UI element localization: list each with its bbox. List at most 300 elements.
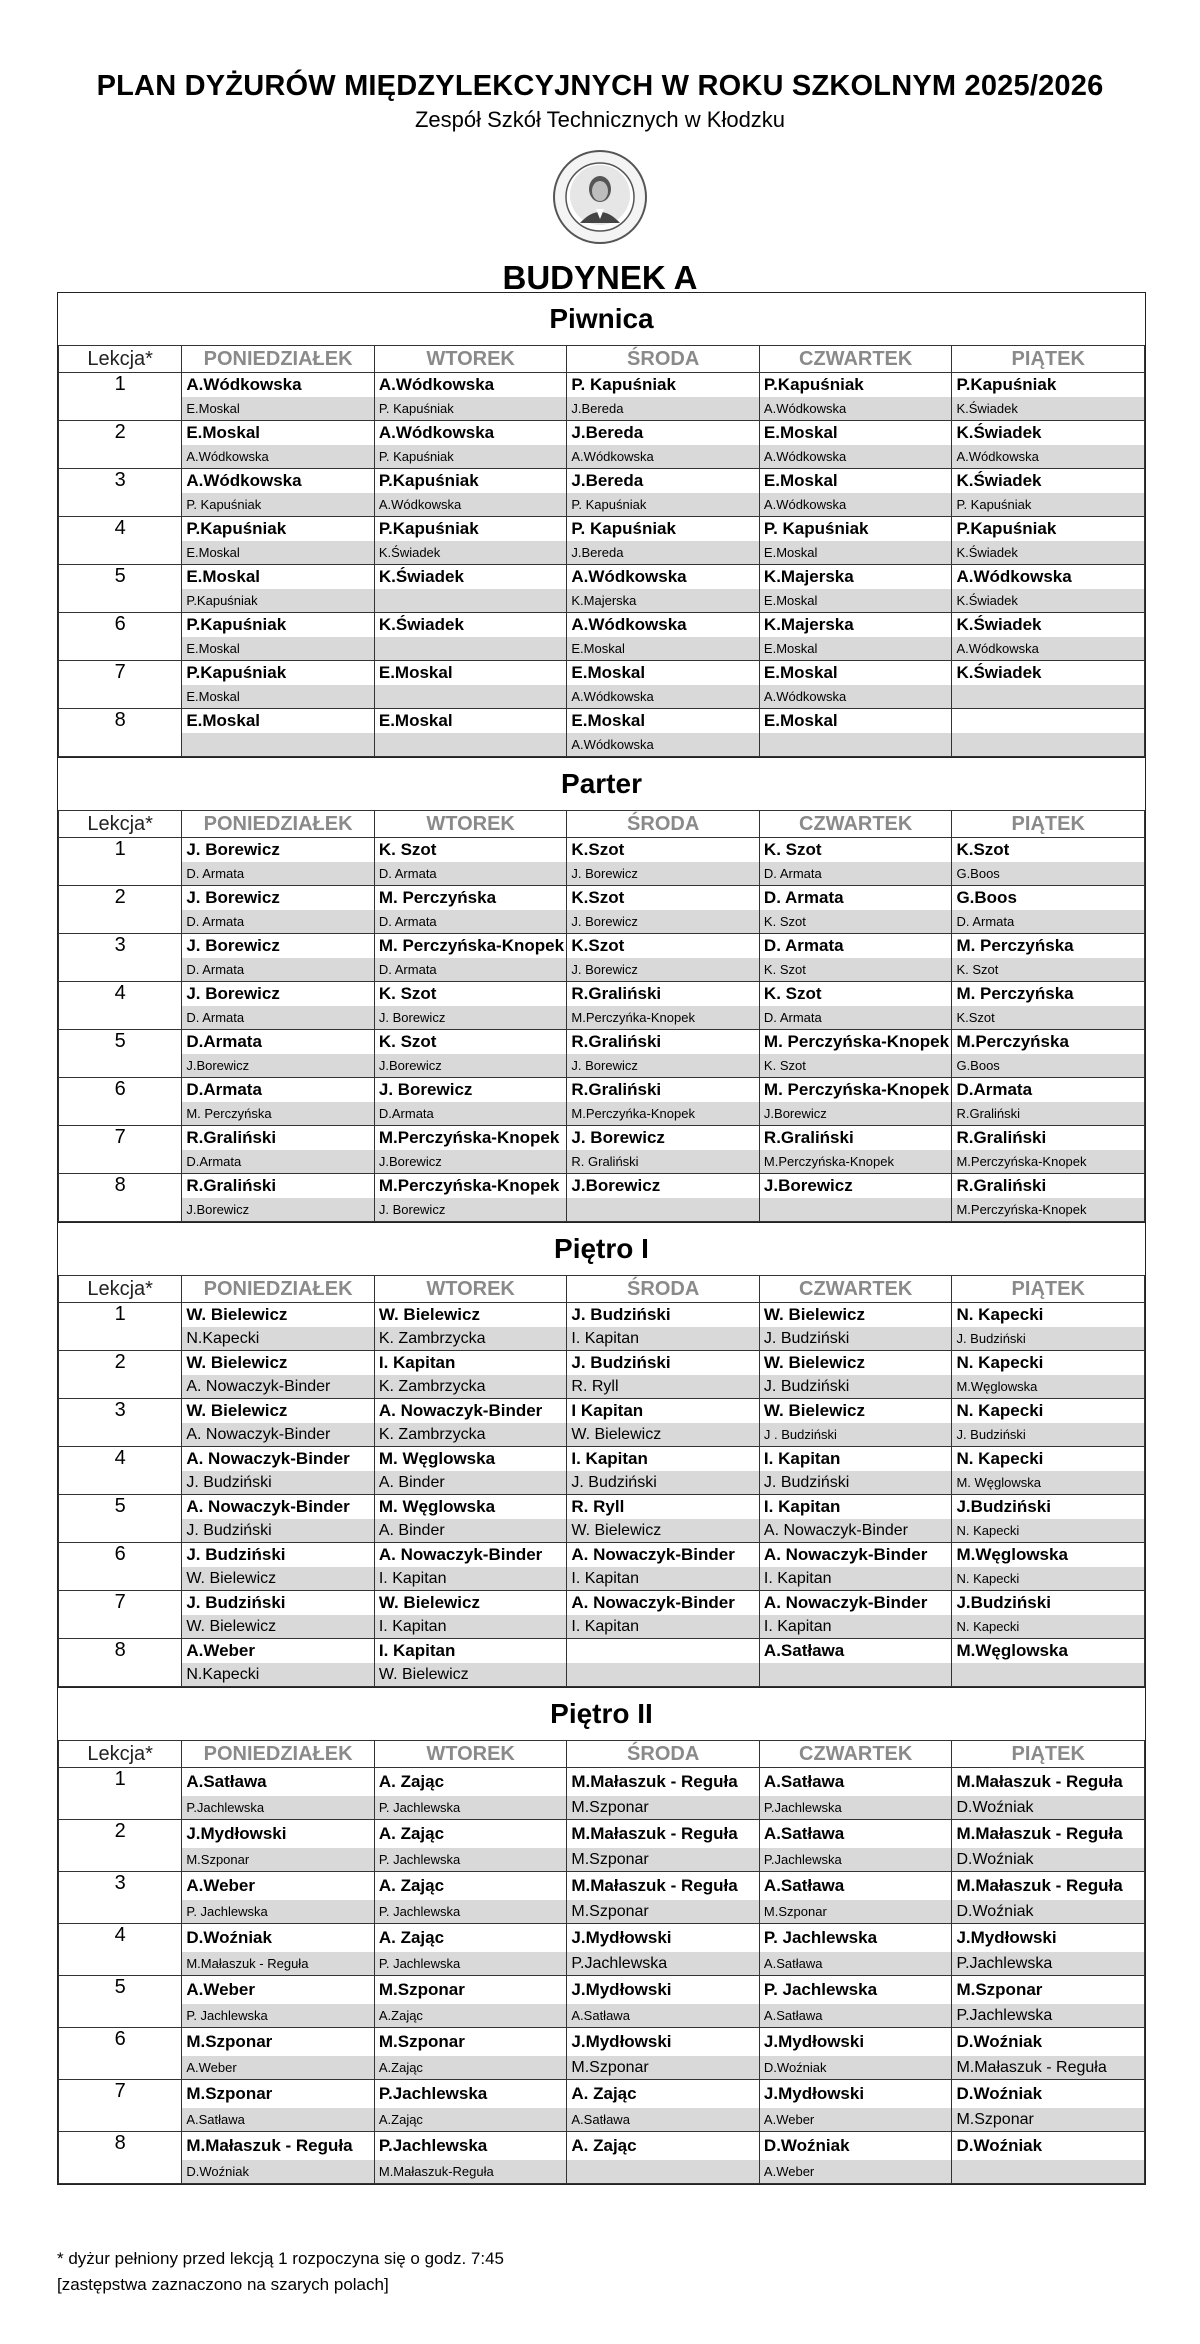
duty-teacher: A. Nowaczyk-Binder bbox=[567, 1591, 760, 1616]
substitute-teacher: P. Kapuśniak bbox=[182, 493, 375, 517]
substitute-teacher: J. Borewicz bbox=[567, 910, 760, 934]
substitute-teacher: J. Borewicz bbox=[567, 1054, 760, 1078]
duty-teacher: J. Borewicz bbox=[182, 838, 375, 863]
duty-teacher: J.Mydłowski bbox=[567, 1924, 760, 1953]
duty-teacher: K.Szot bbox=[567, 886, 760, 911]
lesson-number: 1 bbox=[59, 838, 182, 886]
duty-teacher: P. Kapuśniak bbox=[567, 373, 760, 398]
substitute-row bbox=[59, 685, 1145, 709]
substitute-row bbox=[59, 1375, 1145, 1399]
substitute-teacher: J . Budziński bbox=[759, 1423, 952, 1447]
lesson-row bbox=[59, 709, 1145, 734]
duty-teacher: A.Wódkowska bbox=[182, 469, 375, 494]
column-header-lekcja: Lekcja* bbox=[59, 811, 182, 838]
substitute-teacher: A. Nowaczyk-Binder bbox=[182, 1423, 375, 1447]
duty-teacher: J.Mydłowski bbox=[182, 1820, 375, 1849]
duty-teacher: N. Kapecki bbox=[952, 1399, 1145, 1424]
substitute-teacher: P.Jachlewska bbox=[182, 1796, 375, 1820]
substitute-teacher: D. Armata bbox=[952, 910, 1145, 934]
duty-teacher: K.Świadek bbox=[952, 661, 1145, 686]
duty-teacher: A. Nowaczyk-Binder bbox=[759, 1591, 952, 1616]
lesson-number: 8 bbox=[59, 1639, 182, 1687]
column-header-day: PONIEDZIAŁEK bbox=[182, 346, 375, 373]
duty-teacher: A.Wódkowska bbox=[952, 565, 1145, 590]
lesson-number: 6 bbox=[59, 613, 182, 661]
substitute-teacher: E.Moskal bbox=[182, 397, 375, 421]
substitute-teacher: M.Szponar bbox=[952, 2108, 1145, 2132]
substitute-row bbox=[59, 1848, 1145, 1872]
duty-teacher: J.Mydłowski bbox=[759, 2028, 952, 2057]
duty-teacher: E.Moskal bbox=[182, 709, 375, 734]
substitute-teacher bbox=[567, 1663, 760, 1687]
duty-teacher: A.Satława bbox=[759, 1639, 952, 1664]
substitute-teacher: J. Budziński bbox=[182, 1471, 375, 1495]
lesson-number: 4 bbox=[59, 1447, 182, 1495]
substitute-teacher: K. Zambrzycka bbox=[374, 1375, 567, 1399]
substitute-teacher: J. Budziński bbox=[182, 1519, 375, 1543]
footer-note-legend: [zastępstwa zaznaczono na szarych polach] bbox=[57, 2275, 389, 2294]
substitute-teacher: M. Węglowska bbox=[952, 1471, 1145, 1495]
column-header-day: ŚRODA bbox=[567, 811, 760, 838]
duty-teacher: M.Małaszuk - Reguła bbox=[952, 1872, 1145, 1901]
substitute-teacher: D. Armata bbox=[374, 910, 567, 934]
substitute-teacher: P. Jachlewska bbox=[374, 1952, 567, 1976]
duty-teacher: E.Moskal bbox=[182, 421, 375, 446]
lesson-number: 4 bbox=[59, 1924, 182, 1976]
duty-teacher: J.Budziński bbox=[952, 1495, 1145, 1520]
header-row bbox=[59, 346, 1145, 373]
duty-teacher: D.Woźniak bbox=[759, 2132, 952, 2161]
lesson-row bbox=[59, 1768, 1145, 1797]
column-header-day: PIĄTEK bbox=[952, 1741, 1145, 1768]
page-title: PLAN DYŻURÓW MIĘDZYLEKCYJNYCH W ROKU SZKOLNYM 2025/2026 bbox=[96, 70, 1104, 102]
duty-teacher: K.Majerska bbox=[759, 565, 952, 590]
column-header-lekcja: Lekcja* bbox=[59, 346, 182, 373]
lesson-row bbox=[59, 982, 1145, 1007]
substitute-teacher: J. Borewicz bbox=[374, 1198, 567, 1222]
duty-teacher: P.Kapuśniak bbox=[374, 517, 567, 542]
substitute-teacher: K.Świadek bbox=[952, 397, 1145, 421]
substitute-teacher: J. Budziński bbox=[952, 1423, 1145, 1447]
substitute-teacher: D.Woźniak bbox=[952, 1900, 1145, 1924]
duty-teacher: D.Armata bbox=[952, 1078, 1145, 1103]
substitute-teacher: E.Moskal bbox=[182, 685, 375, 709]
lesson-number: 1 bbox=[59, 1768, 182, 1820]
substitute-teacher bbox=[952, 1663, 1145, 1687]
substitute-teacher: W. Bielewicz bbox=[182, 1567, 375, 1591]
duty-teacher: A.Satława bbox=[759, 1820, 952, 1849]
substitute-teacher: M.Perczyńka-Knopek bbox=[567, 1006, 760, 1030]
substitute-teacher: D. Armata bbox=[374, 862, 567, 886]
substitute-teacher: M.Perczyńska-Knopek bbox=[952, 1150, 1145, 1174]
header-row bbox=[59, 1276, 1145, 1303]
lesson-number: 1 bbox=[59, 373, 182, 421]
substitute-teacher: E.Moskal bbox=[567, 637, 760, 661]
substitute-teacher: J.Borewicz bbox=[182, 1198, 375, 1222]
substitute-teacher: J. Budziński bbox=[759, 1327, 952, 1351]
substitute-teacher: M.Perczyńka-Knopek bbox=[567, 1102, 760, 1126]
lesson-number: 2 bbox=[59, 1351, 182, 1399]
substitute-teacher: D.Armata bbox=[182, 1150, 375, 1174]
duty-teacher: M.Perczyńska bbox=[952, 1030, 1145, 1055]
duty-teacher: M.Szponar bbox=[374, 2028, 567, 2057]
substitute-teacher: K. Szot bbox=[952, 958, 1145, 982]
substitute-teacher: M.Szponar bbox=[182, 1848, 375, 1872]
substitute-teacher: M.Węglowska bbox=[952, 1375, 1145, 1399]
duty-teacher: P.Kapuśniak bbox=[952, 517, 1145, 542]
substitute-row bbox=[59, 1102, 1145, 1126]
substitute-teacher: D. Armata bbox=[182, 958, 375, 982]
lesson-row bbox=[59, 1924, 1145, 1953]
column-header-day: PIĄTEK bbox=[952, 346, 1145, 373]
substitute-teacher: N.Kapecki bbox=[182, 1663, 375, 1687]
substitute-row bbox=[59, 733, 1145, 757]
substitute-teacher: P. Jachlewska bbox=[374, 1900, 567, 1924]
substitute-teacher: P. Jachlewska bbox=[374, 1796, 567, 1820]
lesson-number: 5 bbox=[59, 1976, 182, 2028]
duty-teacher: M. Węglowska bbox=[374, 1447, 567, 1472]
substitute-row bbox=[59, 2160, 1145, 2184]
duty-teacher: K. Szot bbox=[759, 838, 952, 863]
duty-teacher: R. Ryll bbox=[567, 1495, 760, 1520]
substitute-row bbox=[59, 541, 1145, 565]
substitute-teacher: P. Jachlewska bbox=[182, 1900, 375, 1924]
lesson-row bbox=[59, 1078, 1145, 1103]
lesson-row bbox=[59, 1639, 1145, 1664]
lesson-row bbox=[59, 661, 1145, 686]
substitute-teacher: R.Graliński bbox=[952, 1102, 1145, 1126]
duty-teacher: W. Bielewicz bbox=[182, 1351, 375, 1376]
substitute-teacher: J.Borewicz bbox=[759, 1102, 952, 1126]
substitute-teacher: P. Kapuśniak bbox=[567, 493, 760, 517]
duty-teacher: D.Woźniak bbox=[952, 2080, 1145, 2109]
substitute-row bbox=[59, 493, 1145, 517]
duty-teacher: W. Bielewicz bbox=[374, 1303, 567, 1328]
duty-teacher: A.Satława bbox=[759, 1768, 952, 1797]
substitute-teacher bbox=[567, 1198, 760, 1222]
floor-section bbox=[58, 1222, 1145, 1687]
substitute-teacher: M.Szponar bbox=[567, 2056, 760, 2080]
duty-teacher: M. Perczyńska-Knopek bbox=[759, 1030, 952, 1055]
substitute-teacher: I. Kapitan bbox=[567, 1327, 760, 1351]
lesson-row bbox=[59, 1126, 1145, 1151]
column-header-day: CZWARTEK bbox=[759, 1741, 952, 1768]
duty-teacher: N. Kapecki bbox=[952, 1351, 1145, 1376]
school-name: Zespół Szkół Technicznych w Kłodzku bbox=[414, 107, 786, 132]
duty-teacher: P.Kapuśniak bbox=[182, 517, 375, 542]
duty-teacher: D.Woźniak bbox=[952, 2028, 1145, 2057]
duty-teacher: A. Zając bbox=[567, 2132, 760, 2161]
duty-teacher: M. Węglowska bbox=[374, 1495, 567, 1520]
substitute-teacher: D.Woźniak bbox=[952, 1848, 1145, 1872]
duty-teacher: P.Kapuśniak bbox=[952, 373, 1145, 398]
substitute-teacher: A.Weber bbox=[182, 2056, 375, 2080]
header-row bbox=[59, 1741, 1145, 1768]
substitute-teacher: I. Kapitan bbox=[759, 1567, 952, 1591]
duty-teacher: K. Szot bbox=[374, 982, 567, 1007]
duty-teacher: J.Borewicz bbox=[567, 1174, 760, 1199]
lesson-row bbox=[59, 565, 1145, 590]
duty-teacher: R.Graliński bbox=[952, 1126, 1145, 1151]
duty-teacher: R.Graliński bbox=[567, 1078, 760, 1103]
duty-teacher: A.Satława bbox=[759, 1872, 952, 1901]
substitute-teacher bbox=[567, 2160, 760, 2184]
duty-teacher: K.Szot bbox=[567, 838, 760, 863]
duty-teacher: M.Małaszuk - Reguła bbox=[952, 1768, 1145, 1797]
substitute-row bbox=[59, 445, 1145, 469]
duty-teacher: J. Budziński bbox=[182, 1543, 375, 1568]
substitute-teacher: D. Armata bbox=[182, 1006, 375, 1030]
column-header-lekcja: Lekcja* bbox=[59, 1276, 182, 1303]
substitute-teacher: J. Budziński bbox=[952, 1327, 1145, 1351]
substitute-teacher: D.Woźniak bbox=[952, 1796, 1145, 1820]
lesson-row bbox=[59, 613, 1145, 638]
column-header-day: PIĄTEK bbox=[952, 811, 1145, 838]
duty-teacher: D.Woźniak bbox=[952, 2132, 1145, 2161]
substitute-teacher: M.Szponar bbox=[567, 1848, 760, 1872]
substitute-teacher: M.Szponar bbox=[759, 1900, 952, 1924]
lesson-number: 8 bbox=[59, 709, 182, 757]
duty-teacher: E.Moskal bbox=[567, 661, 760, 686]
floor-title: Piętro II bbox=[58, 1687, 1145, 1740]
substitute-teacher: P.Jachlewska bbox=[952, 1952, 1145, 1976]
substitute-teacher: A. Binder bbox=[374, 1471, 567, 1495]
substitute-teacher: W. Bielewicz bbox=[374, 1663, 567, 1687]
duty-teacher: E.Moskal bbox=[567, 709, 760, 734]
substitute-row bbox=[59, 1900, 1145, 1924]
substitute-teacher: E.Moskal bbox=[759, 637, 952, 661]
lesson-row bbox=[59, 934, 1145, 959]
substitute-teacher: P.Kapuśniak bbox=[182, 589, 375, 613]
duty-teacher: K. Szot bbox=[374, 838, 567, 863]
duty-teacher: A.Wódkowska bbox=[567, 613, 760, 638]
lesson-number: 6 bbox=[59, 1543, 182, 1591]
lesson-number: 7 bbox=[59, 1591, 182, 1639]
duty-teacher: E.Moskal bbox=[759, 661, 952, 686]
lesson-number: 4 bbox=[59, 517, 182, 565]
duty-teacher: I. Kapitan bbox=[567, 1447, 760, 1472]
substitute-teacher: P.Jachlewska bbox=[759, 1796, 952, 1820]
substitute-teacher: A.Wódkowska bbox=[182, 445, 375, 469]
lesson-row bbox=[59, 517, 1145, 542]
duty-teacher: K. Szot bbox=[759, 982, 952, 1007]
substitute-teacher: M.Szponar bbox=[567, 1796, 760, 1820]
substitute-teacher: J.Bereda bbox=[567, 397, 760, 421]
substitute-teacher: A. Nowaczyk-Binder bbox=[182, 1375, 375, 1399]
duty-teacher: M.Małaszuk - Reguła bbox=[567, 1872, 760, 1901]
duty-teacher: A. Nowaczyk-Binder bbox=[374, 1543, 567, 1568]
duty-teacher: D. Armata bbox=[759, 934, 952, 959]
substitute-teacher: A.Wódkowska bbox=[759, 493, 952, 517]
substitute-teacher: M.Małaszuk - Reguła bbox=[182, 1952, 375, 1976]
lesson-number: 2 bbox=[59, 1820, 182, 1872]
substitute-teacher: K.Majerska bbox=[567, 589, 760, 613]
duty-teacher: J.Budziński bbox=[952, 1591, 1145, 1616]
lesson-number: 2 bbox=[59, 886, 182, 934]
substitute-teacher: I. Kapitan bbox=[374, 1615, 567, 1639]
duty-teacher: E.Moskal bbox=[374, 661, 567, 686]
substitute-teacher: A.Satława bbox=[759, 1952, 952, 1976]
duty-teacher: M.Małaszuk - Reguła bbox=[567, 1768, 760, 1797]
lesson-number: 3 bbox=[59, 1872, 182, 1924]
duty-teacher: M.Perczyńska-Knopek bbox=[374, 1174, 567, 1199]
lesson-row bbox=[59, 2028, 1145, 2057]
substitute-teacher: J.Bereda bbox=[567, 541, 760, 565]
duty-teacher: A.Weber bbox=[182, 1976, 375, 2005]
substitute-teacher: J. Budziński bbox=[759, 1375, 952, 1399]
substitute-teacher: A. Binder bbox=[374, 1519, 567, 1543]
substitute-teacher bbox=[374, 685, 567, 709]
duty-teacher: A. Zając bbox=[374, 1820, 567, 1849]
duty-teacher: M.Małaszuk - Reguła bbox=[182, 2132, 375, 2161]
substitute-teacher: J. Budziński bbox=[759, 1471, 952, 1495]
substitute-row bbox=[59, 2108, 1145, 2132]
column-header-day: ŚRODA bbox=[567, 1276, 760, 1303]
duty-teacher: A.Weber bbox=[182, 1639, 375, 1664]
duty-teacher: M.Małaszuk - Reguła bbox=[952, 1820, 1145, 1849]
substitute-teacher: A.Wódkowska bbox=[952, 445, 1145, 469]
floor-table bbox=[58, 810, 1145, 1222]
substitute-teacher: W. Bielewicz bbox=[567, 1423, 760, 1447]
duty-teacher: J.Borewicz bbox=[759, 1174, 952, 1199]
duty-teacher: P.Kapuśniak bbox=[182, 661, 375, 686]
header-row bbox=[59, 811, 1145, 838]
floor-section bbox=[58, 757, 1145, 1222]
duty-teacher: E.Moskal bbox=[759, 421, 952, 446]
duty-teacher: R.Graliński bbox=[567, 1030, 760, 1055]
duty-teacher: M. Perczyńska-Knopek bbox=[759, 1078, 952, 1103]
duty-teacher: M.Węglowska bbox=[952, 1639, 1145, 1664]
duty-teacher: K.Świadek bbox=[374, 613, 567, 638]
floor-section bbox=[58, 1687, 1145, 2184]
duty-teacher: W. Bielewicz bbox=[759, 1303, 952, 1328]
lesson-number: 7 bbox=[59, 661, 182, 709]
duty-teacher: A. Zając bbox=[374, 1924, 567, 1953]
substitute-teacher: A.Weber bbox=[759, 2108, 952, 2132]
substitute-teacher: E.Moskal bbox=[759, 589, 952, 613]
substitute-teacher: A.Zając bbox=[374, 2108, 567, 2132]
substitute-teacher: K.Świadek bbox=[952, 541, 1145, 565]
duty-teacher: A.Wódkowska bbox=[374, 373, 567, 398]
duty-teacher: P. Jachlewska bbox=[759, 1924, 952, 1953]
floor-table bbox=[58, 1275, 1145, 1687]
lesson-row bbox=[59, 1543, 1145, 1568]
substitute-teacher: P. Kapuśniak bbox=[952, 493, 1145, 517]
lesson-number: 8 bbox=[59, 2132, 182, 2184]
substitute-teacher: K. Szot bbox=[759, 1054, 952, 1078]
duty-teacher: M.Szponar bbox=[374, 1976, 567, 2005]
lesson-row bbox=[59, 838, 1145, 863]
lesson-number: 7 bbox=[59, 2080, 182, 2132]
substitute-teacher: J.Borewicz bbox=[374, 1150, 567, 1174]
lesson-number: 4 bbox=[59, 982, 182, 1030]
substitute-row bbox=[59, 1663, 1145, 1687]
substitute-teacher: J. Borewicz bbox=[567, 862, 760, 886]
substitute-row bbox=[59, 1615, 1145, 1639]
lesson-row bbox=[59, 2080, 1145, 2109]
duty-teacher: A. Zając bbox=[374, 1768, 567, 1797]
substitute-teacher: A. Nowaczyk-Binder bbox=[759, 1519, 952, 1543]
duty-teacher: I Kapitan bbox=[567, 1399, 760, 1424]
substitute-teacher: J. Budziński bbox=[567, 1471, 760, 1495]
column-header-day: PONIEDZIAŁEK bbox=[182, 1276, 375, 1303]
substitute-teacher: W. Bielewicz bbox=[567, 1519, 760, 1543]
substitute-teacher: M.Małaszuk - Reguła bbox=[952, 2056, 1145, 2080]
substitute-teacher: I. Kapitan bbox=[759, 1615, 952, 1639]
column-header-day: ŚRODA bbox=[567, 1741, 760, 1768]
duty-teacher: E.Moskal bbox=[759, 709, 952, 734]
substitute-teacher: G.Boos bbox=[952, 862, 1145, 886]
duty-teacher: K.Świadek bbox=[374, 565, 567, 590]
duty-teacher: J.Bereda bbox=[567, 421, 760, 446]
substitute-teacher: P. Kapuśniak bbox=[374, 397, 567, 421]
duty-teacher: N. Kapecki bbox=[952, 1447, 1145, 1472]
substitute-teacher: A.Wódkowska bbox=[952, 637, 1145, 661]
substitute-teacher bbox=[374, 733, 567, 757]
substitute-teacher: I. Kapitan bbox=[567, 1615, 760, 1639]
lesson-row bbox=[59, 1495, 1145, 1520]
duty-teacher: A.Wódkowska bbox=[567, 565, 760, 590]
duty-teacher: K.Świadek bbox=[952, 613, 1145, 638]
duty-teacher: J. Borewicz bbox=[182, 934, 375, 959]
duty-teacher: N. Kapecki bbox=[952, 1303, 1145, 1328]
lesson-number: 6 bbox=[59, 1078, 182, 1126]
lesson-number: 7 bbox=[59, 1126, 182, 1174]
duty-teacher: P.Kapuśniak bbox=[374, 469, 567, 494]
lesson-row bbox=[59, 1303, 1145, 1328]
substitute-row bbox=[59, 2056, 1145, 2080]
substitute-teacher: A.Weber bbox=[759, 2160, 952, 2184]
substitute-row bbox=[59, 1519, 1145, 1543]
lesson-row bbox=[59, 1591, 1145, 1616]
duty-teacher: A.Wódkowska bbox=[374, 421, 567, 446]
duty-teacher: M.Szponar bbox=[952, 1976, 1145, 2005]
substitute-row bbox=[59, 1150, 1145, 1174]
substitute-teacher bbox=[374, 637, 567, 661]
duty-teacher: G.Boos bbox=[952, 886, 1145, 911]
substitute-teacher: G.Boos bbox=[952, 1054, 1145, 1078]
lesson-row bbox=[59, 1030, 1145, 1055]
substitute-teacher: N.Kapecki bbox=[182, 1327, 375, 1351]
lesson-row bbox=[59, 373, 1145, 398]
duty-teacher: K.Świadek bbox=[952, 469, 1145, 494]
duty-teacher: I. Kapitan bbox=[374, 1351, 567, 1376]
substitute-teacher: N. Kapecki bbox=[952, 1615, 1145, 1639]
column-header-day: PONIEDZIAŁEK bbox=[182, 811, 375, 838]
substitute-teacher: W. Bielewicz bbox=[182, 1615, 375, 1639]
substitute-teacher: P. Kapuśniak bbox=[374, 445, 567, 469]
substitute-row bbox=[59, 1952, 1145, 1976]
duty-teacher: J. Budziński bbox=[567, 1351, 760, 1376]
duty-teacher: M.Małaszuk - Reguła bbox=[567, 1820, 760, 1849]
column-header-day: PIĄTEK bbox=[952, 1276, 1145, 1303]
duty-teacher: D.Woźniak bbox=[182, 1924, 375, 1953]
substitute-teacher: D. Armata bbox=[759, 1006, 952, 1030]
substitute-teacher: E.Moskal bbox=[182, 541, 375, 565]
duty-teacher: K. Szot bbox=[374, 1030, 567, 1055]
lesson-row bbox=[59, 421, 1145, 446]
substitute-row bbox=[59, 397, 1145, 421]
lesson-row bbox=[59, 1976, 1145, 2005]
lesson-row bbox=[59, 469, 1145, 494]
duty-teacher: J. Budziński bbox=[567, 1303, 760, 1328]
lesson-row bbox=[59, 1820, 1145, 1849]
floor-table bbox=[58, 1740, 1145, 2184]
substitute-row bbox=[59, 1327, 1145, 1351]
substitute-teacher: K. Zambrzycka bbox=[374, 1423, 567, 1447]
substitute-teacher: K.Świadek bbox=[952, 589, 1145, 613]
duty-teacher: I. Kapitan bbox=[374, 1639, 567, 1664]
